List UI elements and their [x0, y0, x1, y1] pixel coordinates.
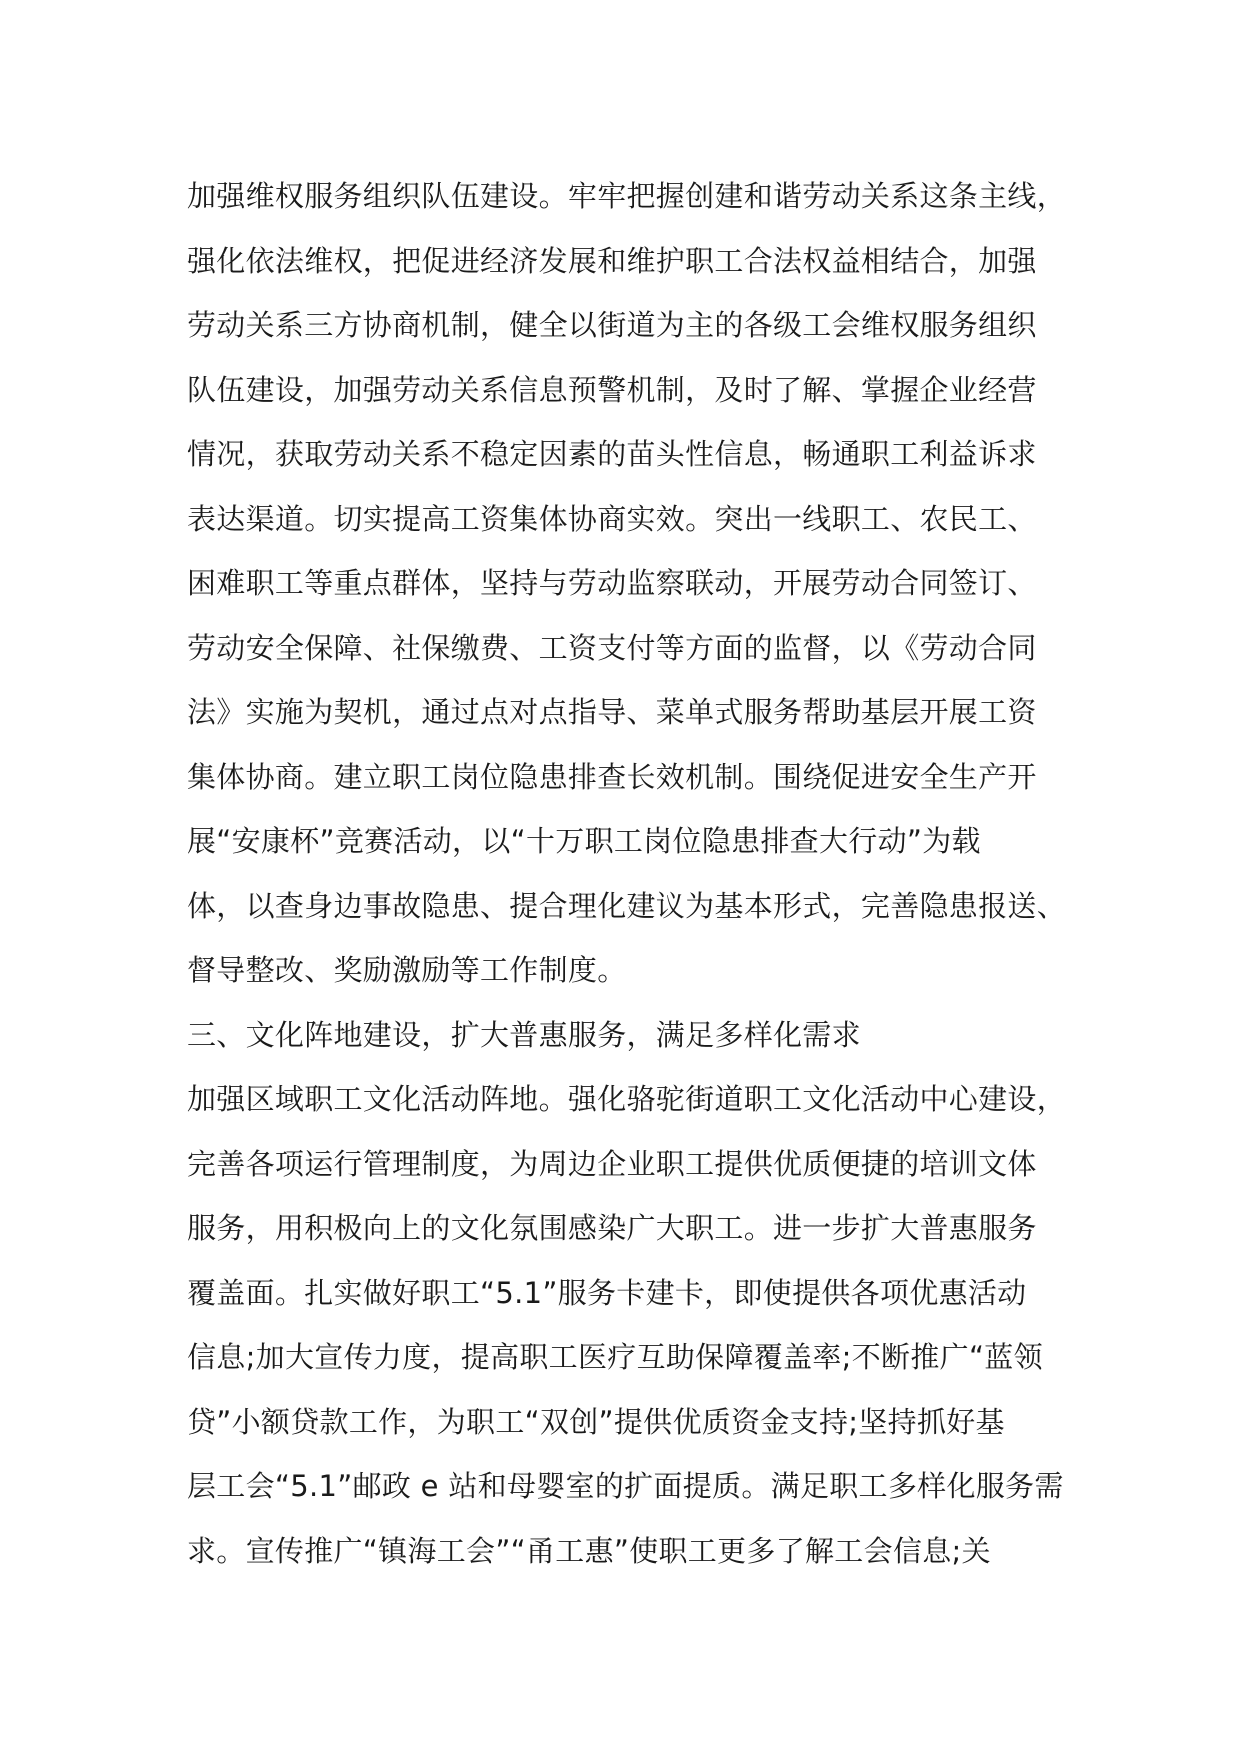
text-line: 劳动安全保障、社保缴费、工资支付等方面的监督，以《劳动合同 [187, 630, 1037, 665]
text-line: 法》实施为契机，通过点对点指导、菜单式服务帮助基层开展工资 [187, 695, 1037, 729]
text-line: 贷”小额贷款工作，为职工“双创”提供优质资金支持;坚持抓好基 [187, 1404, 1005, 1439]
text-line: 求。宣传推广“镇海工会”“甬工惠”使职工更多了解工会信息;关 [187, 1533, 991, 1568]
text-line: 服务，用积极向上的文化氛围感染广大职工。进一步扩大普惠服务 [187, 1211, 1037, 1245]
text-line: 队伍建设，加强劳动关系信息预警机制，及时了解、掌握企业经营 [187, 372, 1037, 407]
text-line: 信息;加大宣传力度，提高职工医疗互助保障覆盖率;不断推广“蓝领 [187, 1340, 1043, 1374]
text-line: 体，以查身边事故隐患、提合理化建议为基本形式，完善隐患报送、 [187, 888, 1067, 923]
text-line: 强化依法维权，把促进经济发展和维护职工合法权益相结合，加强 [187, 243, 1037, 278]
text-line: 表达渠道。切实提高工资集体协商实效。突出一线职工、农民工、 [187, 501, 1037, 536]
text-line: 层工会“5.1”邮政 e 站和母婴室的扩面提质。满足职工多样化服务需 [187, 1469, 1064, 1503]
section-heading: 三、文化阵地建设，扩大普惠服务，满足多样化需求 [187, 1017, 861, 1052]
text-line: 完善各项运行管理制度，为周边企业职工提供优质便捷的培训文体 [187, 1146, 1037, 1181]
text-line: 覆盖面。扎实做好职工“5.1”服务卡建卡，即使提供各项优惠活动 [187, 1275, 1027, 1310]
text-line: 加强区域职工文化活动阵地。强化骆驼街道职工文化活动中心建设， [187, 1082, 1067, 1116]
text-line: 集体协商。建立职工岗位隐患排查长效机制。围绕促进安全生产开 [187, 759, 1037, 794]
body-text [187, 164, 1087, 1583]
text-line: 困难职工等重点群体，坚持与劳动监察联动，开展劳动合同签订、 [187, 566, 1037, 600]
text-line: 劳动关系三方协商机制，健全以街道为主的各级工会维权服务组织 [187, 308, 1037, 342]
text-line: 展“安康杯”竞赛活动，以“十万职工岗位隐患排查大行动”为载 [187, 824, 981, 858]
text-line: 督导整改、奖励激励等工作制度。 [187, 953, 627, 987]
text-line: 加强维权服务组织队伍建设。牢牢把握创建和谐劳动关系这条主线， [187, 179, 1067, 213]
text-line: 情况，获取劳动关系不稳定因素的苗头性信息，畅通职工利益诉求 [187, 437, 1037, 471]
